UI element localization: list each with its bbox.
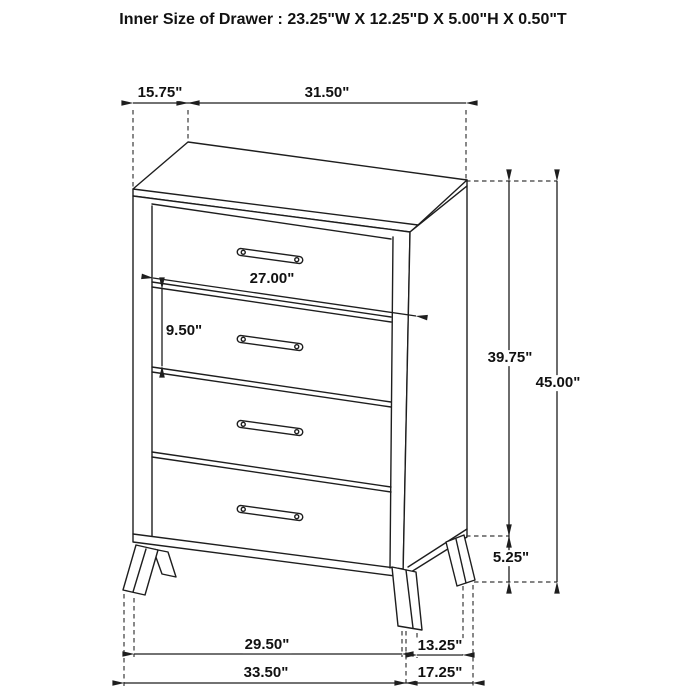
diagram-title: Inner Size of Drawer : 23.25"W X 12.25"D X 5.00"H X 0.50"T <box>119 11 567 28</box>
dim-label-overall-width: 33.50" <box>243 664 289 682</box>
dim-label-feet-depth: 13.25" <box>417 637 463 655</box>
dim-label-top-width: 31.50" <box>304 84 350 102</box>
dim-label-drawer-height: 9.50" <box>165 322 203 340</box>
dim-label-leg-height: 5.25" <box>492 549 530 567</box>
dim-label-top-depth: 15.75" <box>137 84 183 102</box>
leg-back-right <box>446 535 475 586</box>
chest-side <box>403 186 467 577</box>
leg-front-left <box>123 545 158 595</box>
chest-drawing <box>123 142 475 630</box>
leg-front-right <box>392 567 422 630</box>
dim-label-front-feet-span: 29.50" <box>244 636 290 654</box>
dim-label-overall-depth: 17.25" <box>417 664 463 682</box>
dim-label-body-height: 39.75" <box>487 349 533 367</box>
dim-label-total-height: 45.00" <box>535 374 581 392</box>
dim-label-drawer-width: 27.00" <box>249 270 295 288</box>
